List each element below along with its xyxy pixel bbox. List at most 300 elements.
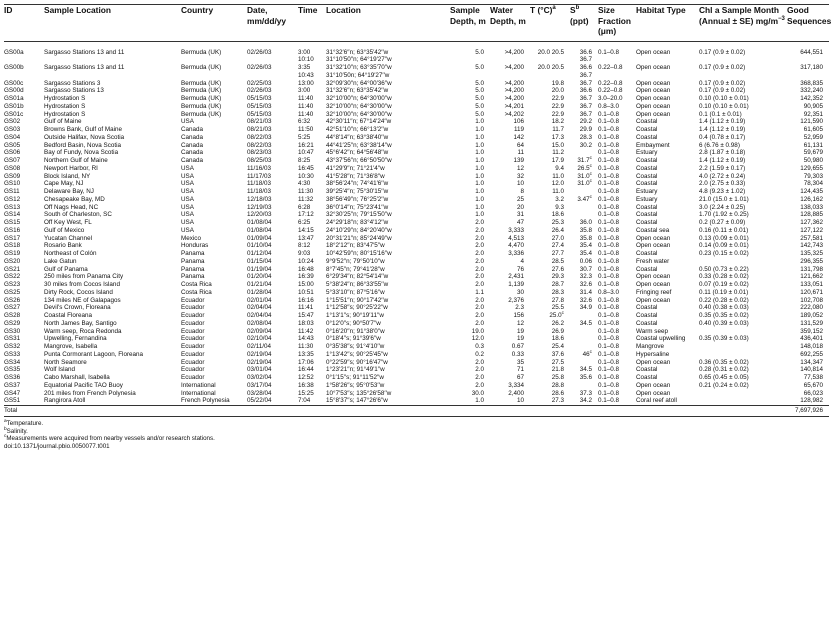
cell-sample-location: Cape May, NJ [44, 180, 84, 188]
cell-temperature: 27.6 [551, 265, 564, 273]
cell-country: Honduras [181, 242, 209, 250]
cell-sample-depth: 2.0 [475, 273, 484, 281]
cell-salinity: 30.7 [579, 265, 592, 273]
table-row [4, 95, 829, 103]
cell-temperature: 22.9 [551, 110, 564, 118]
header-water-depth [490, 5, 530, 42]
cell-good-sequences: 140,814 [800, 366, 823, 374]
footnote-mark: b [4, 426, 7, 432]
cell-chl-a: 2.0 (2.75 ± 0.33) [699, 180, 746, 188]
cell-water-depth: 119 [513, 126, 524, 133]
table-row [4, 397, 829, 405]
cell-country: Panama [181, 273, 205, 281]
cell-chl-a [699, 343, 787, 351]
cell-good-sequences: 148,018 [800, 343, 823, 350]
cell-sample-depth: 5.0 [475, 79, 484, 87]
cell-size-fraction: 3.0–20.0 [598, 95, 623, 102]
cell-water-depth: 71 [516, 366, 524, 374]
cell-time: 4:30 [298, 180, 311, 188]
table-row [4, 242, 829, 250]
cell-chl-a: 0.17 (0.9 ± 0.02) [699, 79, 746, 87]
cell-chl-a: 2.2 (1.59 ± 0.17) [699, 164, 746, 172]
cell-temperature: 22.9 [551, 102, 564, 110]
cell-country: USA [181, 180, 194, 188]
cell-sample-location: Northern Gulf of Maine [44, 157, 108, 164]
cell-date: 02/26/03 [247, 64, 272, 71]
cell-country: USA [181, 164, 194, 172]
cell-sample-location: Coastal Floreana [44, 312, 92, 319]
cell-country: Panama [181, 250, 205, 257]
cell-country: Ecuador [181, 335, 205, 343]
footnote: $^c$Measurements were acquired from nearby vessels and/or research stations. [4, 434, 215, 443]
cell-temperature: 28.3 [551, 288, 564, 296]
cell-size-fraction: 0.1–0.8 [598, 242, 620, 250]
cell-habitat-type: Open ocean [636, 48, 671, 56]
cell-id: GS47 [4, 389, 21, 397]
cell-salinity: 35.4 [579, 242, 592, 250]
cell-temperature: 27.7 [551, 250, 564, 257]
cell-salinity: 36.6 [579, 87, 592, 95]
cell-date: 12/18/03 [247, 195, 272, 203]
cell-chl-a: 1.4 (1.12 ± 0.19) [699, 118, 746, 126]
cell-temperature: 27.8 [551, 296, 564, 304]
cell-salinity: 46$^c$ [582, 349, 592, 358]
header-good-sequences [787, 5, 829, 42]
cell-date: 01/20/04 [247, 273, 272, 281]
cell-sample-location: Rosario Bank [44, 242, 82, 250]
cell-salinity [570, 149, 598, 157]
cell-size-fraction: 0.1–0.8 [598, 343, 620, 350]
cell-good-sequences: 66,023 [803, 389, 823, 397]
cell-water-depth: 25 [516, 195, 524, 203]
cell-id: GS36 [4, 374, 21, 381]
table-row [4, 297, 829, 305]
cell-sample-depth: 5.0 [475, 110, 484, 118]
cell-size-fraction: 0.1–0.8 [598, 211, 620, 219]
cell-habitat-type: Coastal [636, 250, 658, 257]
cell-country: USA [181, 195, 194, 203]
cell-habitat-type: Coastal [636, 126, 658, 133]
cell-date: 03/17/04 [247, 381, 272, 389]
cell-temperature: 28.6 [551, 389, 564, 397]
cell-location: 1°58′26′′s; 95°0′53′′w [326, 381, 385, 389]
cell-chl-a: 21.0 (15.0 ± 1.01) [699, 195, 749, 203]
cell-sample-depth: 2.0 [475, 319, 484, 327]
cell-date: 11/17/03 [247, 172, 272, 180]
cell-chl-a: 0.50 (0.73 ± 0.22) [699, 265, 749, 273]
cell-habitat-type: Coastal [636, 180, 658, 188]
cell-location: 8°7′45′′n; 79°41′28′′w [326, 265, 385, 273]
table-row [4, 281, 829, 289]
cell-water-depth: 35 [516, 358, 524, 366]
cell-time: 16:38 [298, 381, 314, 389]
cell-id: GS01c [4, 110, 24, 118]
cell-country: Ecuador [181, 319, 205, 327]
cell-country: Canada [181, 126, 204, 133]
header-label: Time [298, 5, 318, 15]
table-row [4, 64, 829, 80]
cell-water-depth: 31 [516, 211, 524, 219]
cell-temperature: 28.7 [551, 281, 564, 288]
footnote-mark: c [589, 179, 592, 185]
cell-sample-location: North James Bay, Santigo [44, 319, 117, 327]
cell-sample-depth: 2.0 [475, 296, 484, 304]
cell-country: Ecuador [181, 304, 205, 312]
cell-temperature: 18.6 [551, 335, 564, 343]
cell-location: 43°37′56′′n; 66°50′50′′w [326, 157, 392, 164]
cell-good-sequences: 61,605 [803, 126, 823, 133]
cell-good-sequences: 644,551 [800, 48, 823, 56]
cell-location: 41°29′9′′n; 71°21′4′′w [326, 164, 385, 172]
cell-chl-a: 0.17 (0.9 ± 0.02) [699, 48, 746, 56]
cell-sample-location: Sargasso Stations 13 and 11 [44, 64, 125, 71]
cell-salinity: 26.5$^c$ [577, 163, 592, 172]
cell-time: 15:00 [298, 281, 314, 288]
cell-size-fraction: 0.1–0.8 [598, 265, 620, 273]
cell-good-sequences: 92,351 [803, 110, 823, 118]
cell-country: Bermuda (UK) [181, 102, 222, 110]
cell-date: 01/09/04 [247, 234, 272, 242]
cell-country: French Polynesia [181, 397, 230, 405]
table-row [4, 374, 829, 382]
cell-country: Bermuda (UK) [181, 79, 222, 87]
cell-date: 01/12/04 [247, 250, 272, 257]
table-body [4, 41, 829, 416]
cell-salinity: 34.5 [579, 366, 592, 374]
cell-location: 31°32′10′′n; 63°35′70′′w 31°10′50n; 64°19′27′′w [326, 64, 392, 79]
cell-date: 12/19/03 [247, 203, 272, 211]
table-row [4, 304, 829, 312]
cell-salinity: 34.5 [579, 319, 592, 327]
cell-date: 08/22/03 [247, 133, 272, 141]
cell-time: 11:32 [298, 195, 314, 203]
cell-size-fraction: 0.1–0.8 [598, 250, 620, 257]
cell-good-sequences: 50,980 [803, 157, 823, 164]
cell-sample-depth: 0.2 [475, 350, 484, 358]
cell-size-fraction: 0.1–0.8 [598, 118, 620, 126]
cell-good-sequences: 134,347 [800, 358, 823, 366]
cell-temperature: 15.0 [551, 141, 564, 149]
cell-chl-a: 0.33 (0.28 ± 0.02) [699, 273, 749, 281]
cell-habitat-type: Coastal [636, 374, 658, 381]
cell-location: 44°41′25′′n; 63°38′14′′w [326, 141, 392, 149]
footnotes [4, 420, 789, 451]
footnote: $^b$Salinity. [4, 426, 28, 435]
cell-good-sequences: 52,959 [803, 133, 823, 141]
cell-salinity: 36.6 36.7 [579, 64, 592, 79]
cell-temperature: 26.9 [551, 327, 564, 335]
cell-habitat-type: Coastal [636, 133, 658, 141]
cell-sample-location: 30 miles from Cocos Island [44, 281, 120, 288]
cell-date: 02/01/04 [247, 296, 272, 304]
cell-id: GS00d [4, 87, 24, 95]
header-sample-depth [450, 5, 490, 42]
cell-good-sequences: 257,581 [800, 234, 823, 242]
cell-temperature: 27.3 [551, 397, 564, 405]
cell-time: 10:47 [298, 149, 314, 157]
cell-water-depth: >4,200 [504, 79, 524, 87]
cell-chl-a: 0.28 (0.31 ± 0.02) [699, 366, 749, 374]
cell-salinity [570, 359, 598, 367]
cell-water-depth: 2,376 [508, 296, 524, 304]
cell-id: GS26 [4, 296, 21, 304]
cell-sample-depth: 12.0 [471, 335, 484, 343]
table-row [4, 250, 829, 258]
cell-habitat-type: Coastal [636, 164, 658, 172]
header-label: Country [181, 5, 214, 15]
cell-id: GS22 [4, 273, 21, 281]
cell-country: Bermuda (UK) [181, 110, 222, 118]
header-salinity [570, 5, 598, 42]
cell-salinity: 35.6 [579, 374, 592, 381]
cell-location: 44°8′14′′n; 63°38′40′′w [326, 133, 389, 141]
cell-water-depth: 47 [516, 219, 524, 226]
cell-id: GS51 [4, 397, 21, 405]
cell-location: 1°23′21′′n; 91°49′1′′w [326, 366, 385, 374]
cell-habitat-type: Mangrove [636, 343, 665, 350]
cell-location: 31°32′6′′n; 63°35′42′′w 31°10′50′′n; 64°19′27′′w [326, 48, 392, 64]
cell-sample-location: Yucatan Channel [44, 234, 92, 242]
cell-good-sequences: 317,180 [800, 64, 823, 71]
table-row [4, 227, 829, 235]
cell-size-fraction: 0.1–0.8 [598, 110, 620, 118]
cell-country: Costa Rica [181, 288, 212, 296]
cell-size-fraction: 0.1–0.8 [598, 381, 620, 389]
cell-sample-depth: 30.0 [471, 389, 484, 397]
header-label: Sample Depth, m [450, 5, 486, 26]
cell-water-depth: 2.3 [515, 304, 524, 312]
cell-size-fraction: 0.8–3.0 [598, 288, 620, 296]
cell-sample-location: Newport Harbor, RI [44, 164, 98, 172]
cell-date: 02/08/04 [247, 319, 272, 327]
cell-good-sequences: 142,352 [800, 95, 823, 102]
cell-good-sequences: 222,080 [800, 304, 823, 312]
total-label: Total [4, 407, 18, 414]
table-header [4, 5, 829, 42]
cell-sample-depth: 2.0 [475, 281, 484, 288]
cell-good-sequences: 129,655 [800, 164, 823, 172]
cell-habitat-type: Coastal [636, 219, 658, 226]
cell-country: Bermuda (UK) [181, 87, 222, 95]
cell-sample-location: Warm seep, Roca Redonda [44, 327, 122, 335]
table-row [4, 142, 829, 150]
header-label: S [570, 5, 576, 15]
cell-size-fraction: 0.1–0.8 [598, 48, 620, 56]
cell-id: GS05 [4, 141, 21, 149]
cell-size-fraction: 0.1–0.8 [598, 157, 620, 164]
header-location [326, 5, 450, 42]
cell-chl-a: 4.8 (9.23 ± 1.02) [699, 188, 746, 195]
cell-good-sequences: 77,538 [803, 374, 823, 381]
table-row [4, 219, 829, 227]
cell-country: USA [181, 219, 194, 226]
cell-sample-depth: 1.1 [475, 288, 484, 296]
cell-country: USA [181, 226, 194, 234]
cell-temperature: 12.0 [551, 180, 564, 188]
cell-id: GS00b [4, 64, 24, 71]
cell-chl-a: 1.4 (1.12 ± 0.19) [699, 157, 746, 164]
cell-habitat-type: Coastal [636, 366, 658, 374]
cell-id: GS32 [4, 343, 21, 350]
cell-habitat-type: Open ocean [636, 296, 671, 304]
cell-location: 24°29′18′′n; 83°4′12′′w [326, 219, 389, 226]
cell-good-sequences: 296,355 [800, 257, 823, 265]
cell-date: 08/23/03 [247, 149, 272, 157]
cell-date: 11/18/03 [247, 188, 272, 195]
cell-location: 32°09′30′′n; 64°00′36′′w [326, 79, 392, 87]
cell-size-fraction: 0.1–0.8 [598, 203, 620, 211]
cell-habitat-type: Embayment [636, 141, 670, 149]
cell-size-fraction: 0.22–0.8 [598, 64, 623, 71]
header-id [4, 5, 44, 42]
cell-water-depth: >4,200 [504, 95, 524, 102]
cell-sample-depth: 1.0 [475, 180, 484, 188]
cell-good-sequences: 128,982 [800, 397, 823, 405]
cell-sample-depth: 2.0 [475, 374, 484, 381]
cell-country: Mexico [181, 234, 201, 242]
cell-location: 45°6′42′′n; 64°56′48′′w [326, 149, 389, 157]
table-row [4, 211, 829, 219]
cell-temperature: 18.6 [551, 211, 564, 219]
cell-salinity: 36.7 [579, 102, 592, 110]
cell-country: Panama [181, 257, 205, 265]
footnote-mark: c [589, 349, 592, 355]
cell-sample-location: Browns Bank, Gulf of Maine [44, 126, 123, 133]
cell-time: 13:35 [298, 350, 314, 358]
cell-water-depth: 4,513 [508, 234, 524, 242]
cell-water-depth: 3,336 [508, 250, 524, 257]
cell-chl-a: 0.35 (0.35 ± 0.02) [699, 312, 749, 319]
spacer-cell [4, 41, 829, 49]
cell-good-sequences: 128,885 [800, 211, 823, 219]
table-row [4, 312, 829, 320]
cell-temperature: 20.0 20.5 [537, 64, 564, 71]
cell-sample-depth: 1.0 [475, 172, 484, 180]
cell-chl-a: 0.10 (0.10 ± 0.01) [699, 102, 749, 110]
cell-sample-depth: 5.0 [475, 95, 484, 102]
cell-time: 8:25 [298, 157, 311, 164]
cell-location: 32°30′25′′n; 79°15′50′′w [326, 211, 392, 219]
cell-location: 1°13′42′′s; 90°25′45′′w [326, 350, 388, 358]
cell-size-fraction: 0.1–0.8 [598, 126, 620, 133]
cell-time: 13:47 [298, 234, 314, 242]
cell-water-depth: 2,400 [508, 389, 524, 397]
cell-country: Bermuda (UK) [181, 64, 222, 71]
table-row [4, 126, 829, 134]
cell-time: 16:45 [298, 164, 314, 172]
table-row [4, 87, 829, 95]
cell-time: 6:32 [298, 118, 311, 126]
cell-sample-location: South of Charleston, SC [44, 211, 112, 219]
cell-habitat-type: Fresh water [636, 257, 670, 265]
cell-habitat-type: Coral reef atoll [636, 397, 677, 405]
cell-good-sequences: 59,679 [803, 149, 823, 157]
cell-habitat-type: Open ocean [636, 102, 671, 110]
cell-salinity [570, 382, 598, 390]
cell-date: 05/22/04 [247, 397, 272, 405]
cell-country: Ecuador [181, 366, 205, 374]
cell-country: USA [181, 203, 194, 211]
cell-chl-a [699, 397, 787, 405]
cell-water-depth: 12 [516, 164, 524, 172]
cell-date: 08/21/03 [247, 118, 272, 126]
table-row [4, 320, 829, 328]
cell-water-depth: 10 [516, 180, 524, 188]
cell-country: Bermuda (UK) [181, 95, 222, 102]
cell-sample-location: Equatorial Pacific TAO Buoy [44, 381, 123, 389]
cell-size-fraction: 0.1–0.8 [598, 335, 620, 343]
cell-time: 11:30 [298, 343, 314, 350]
cell-location: 6°29′34′′n; 82°54′14′′w [326, 273, 389, 281]
cell-date: 02/25/03 [247, 79, 272, 87]
cell-id: GS28 [4, 312, 21, 319]
total-value: 7,697,926 [794, 407, 823, 414]
table-row [4, 118, 829, 126]
cell-water-depth: >4,200 [504, 64, 524, 71]
cell-time: 16:21 [298, 141, 314, 149]
cell-country: Canada [181, 141, 204, 149]
cell-id: GS17 [4, 234, 21, 242]
cell-temperature: 11.7 [552, 126, 564, 133]
cell-chl-a [699, 390, 787, 398]
cell-chl-a: 6 (6.76 ± 0.98) [699, 141, 740, 149]
cell-date: 02/11/04 [247, 343, 272, 350]
header-size-fraction [598, 5, 636, 42]
cell-good-sequences: 692,255 [800, 350, 823, 358]
cell-time: 3:00 [298, 87, 311, 95]
cell-size-fraction: 0.1–0.8 [598, 397, 620, 405]
table-row [4, 382, 829, 390]
table-row [4, 180, 829, 188]
cell-good-sequences: 127,362 [800, 219, 823, 226]
cell-date: 11/18/03 [247, 180, 272, 188]
table-row [4, 157, 829, 165]
cell-time: 10:51 [298, 288, 314, 296]
cell-habitat-type: Warm seep [636, 327, 668, 335]
cell-sample-depth: 2.0 [475, 242, 484, 250]
cell-water-depth: 12 [516, 319, 524, 327]
cell-water-depth: 4 [520, 257, 524, 265]
cell-time: 11:50 [298, 126, 314, 133]
cell-country: Panama [181, 265, 205, 273]
cell-salinity [570, 188, 598, 196]
cell-habitat-type: Open ocean [636, 381, 671, 389]
footnote: $^a$Temperature. [4, 418, 44, 427]
cell-country: Ecuador [181, 343, 205, 350]
footnote-mark: c [589, 194, 592, 200]
cell-good-sequences: 121,590 [800, 118, 823, 126]
cell-water-depth: 10 [516, 397, 524, 405]
cell-location: 41°5′28′′n; 71°36′8′′w [326, 172, 385, 180]
cell-date: 01/08/04 [247, 219, 272, 226]
cell-id: GS02 [4, 118, 21, 126]
cell-sample-location: Chesapeake Bay, MD [44, 195, 105, 203]
cell-temperature: 3.2 [555, 195, 564, 203]
cell-country: USA [181, 188, 194, 195]
sample-table [4, 4, 829, 417]
cell-habitat-type: Hypersaline [636, 350, 670, 358]
cell-sample-depth: 2.0 [475, 257, 484, 265]
cell-country: Ecuador [181, 350, 205, 358]
cell-habitat-type: Coastal upwelling [636, 335, 686, 343]
table-row [4, 359, 829, 367]
cell-sample-depth: 1.0 [475, 126, 484, 133]
cell-location: 1°15′51′′n; 90°17′42′′w [326, 296, 389, 304]
cell-salinity: 36.7 [579, 110, 592, 118]
cell-sample-depth: 1.0 [475, 211, 484, 219]
cell-id: GS31 [4, 335, 21, 343]
cell-sample-depth: 2.0 [475, 265, 484, 273]
